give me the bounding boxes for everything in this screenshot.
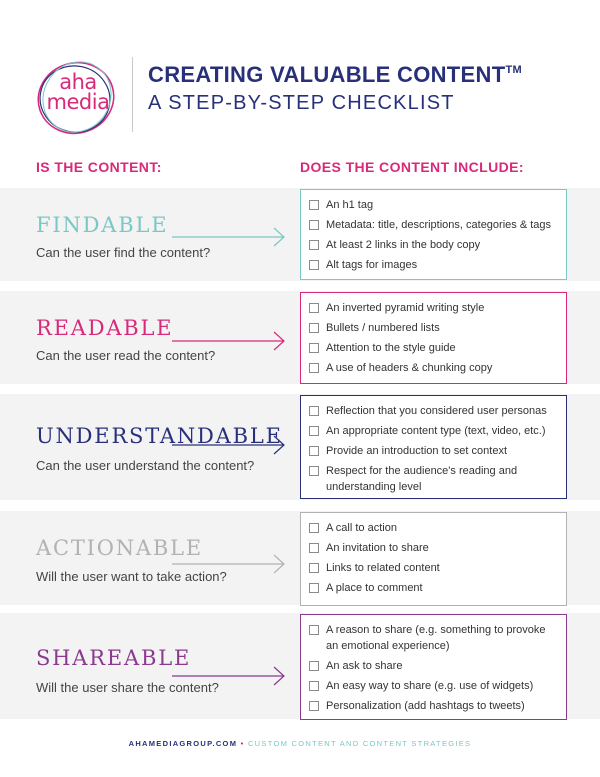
checklist-item-label: At least 2 links in the body copy [326, 239, 481, 251]
checklist-box [300, 189, 567, 280]
checklist-item-label: Respect for the audience's reading and understanding level [326, 465, 518, 493]
arrow-right-icon [172, 330, 288, 352]
section-question: Can the user understand the content? [36, 458, 255, 473]
checklist-item-label: An inverted pyramid writing style [326, 302, 485, 314]
page-subtitle: A STEP-BY-STEP CHECKLIST [148, 92, 455, 114]
checklist-item[interactable] [309, 622, 558, 654]
trademark-mark: TM [505, 64, 522, 76]
arrow-right-icon [172, 226, 288, 248]
checkbox[interactable] [309, 661, 319, 671]
checkbox[interactable] [309, 200, 319, 210]
checkbox[interactable] [309, 523, 319, 533]
checklist-item[interactable] [309, 217, 558, 233]
checklist-box [300, 614, 567, 720]
section-name: SHAREABLE [36, 646, 192, 670]
checklist-item-label: An ask to share [326, 660, 403, 672]
checkbox[interactable] [309, 583, 319, 593]
checkbox[interactable] [309, 343, 319, 353]
checkbox[interactable] [309, 220, 319, 230]
section-question: Can the user find the content? [36, 245, 211, 260]
arrow-right-icon [172, 434, 288, 456]
checkbox[interactable] [309, 543, 319, 553]
checklist-item[interactable] [309, 540, 558, 556]
checklist-item-label: Personalization (add hashtags to tweets) [326, 700, 525, 712]
section-name: FINDABLE [36, 213, 169, 237]
header-divider [132, 57, 133, 132]
logo-word-media: media [46, 90, 110, 114]
section-question: Can the user read the content? [36, 348, 216, 363]
checklist-item-label: Alt tags for images [326, 259, 418, 271]
checkbox[interactable] [309, 466, 319, 476]
checklist-item[interactable] [309, 360, 558, 376]
checklist-item-label: Reflection that you considered user personas [326, 405, 547, 417]
checklist-item[interactable] [309, 320, 558, 336]
checklist-item-label: Bullets / numbered lists [326, 322, 440, 334]
checklist-item[interactable] [309, 340, 558, 356]
page-title [148, 62, 522, 88]
section-question: Will the user share the content? [36, 680, 219, 695]
checklist-item[interactable] [309, 580, 558, 596]
arrow-right-icon [172, 553, 288, 575]
section-name: ACTIONABLE [36, 536, 203, 560]
checkbox[interactable] [309, 563, 319, 573]
page-title-text: CREATING VALUABLE CONTENT [148, 62, 506, 87]
checklist-box [300, 395, 567, 499]
checkbox[interactable] [309, 240, 319, 250]
checklist-item[interactable] [309, 678, 558, 694]
checklist-item[interactable] [309, 443, 558, 459]
footer [0, 739, 600, 748]
checklist-item-label: A reason to share (e.g. something to provoke an emotional experience) [326, 624, 546, 652]
checklist-item-label: Provide an introduction to set context [326, 445, 507, 457]
checkbox[interactable] [309, 363, 319, 373]
checkbox[interactable] [309, 260, 319, 270]
checkbox[interactable] [309, 446, 319, 456]
checklist-item[interactable] [309, 197, 558, 213]
checklist-item-label: A call to action [326, 522, 397, 534]
checkbox[interactable] [309, 426, 319, 436]
column-heading-left: IS THE CONTENT: [36, 159, 162, 175]
checklist-item[interactable] [309, 257, 558, 273]
section-name: READABLE [36, 316, 174, 340]
checkbox[interactable] [309, 625, 319, 635]
checklist-item-label: Metadata: title, descriptions, categories & tags [326, 219, 552, 231]
section-name: UNDERSTANDABLE [36, 424, 283, 448]
checklist-item[interactable] [309, 560, 558, 576]
checklist-item-label: Links to related content [326, 562, 440, 574]
checklist-item[interactable] [309, 698, 558, 714]
checklist-item-label: A use of headers & chunking copy [326, 362, 493, 374]
checklist-item[interactable] [309, 658, 558, 674]
checkbox[interactable] [309, 323, 319, 333]
checkbox[interactable] [309, 303, 319, 313]
checkbox[interactable] [309, 681, 319, 691]
checklist-item[interactable] [309, 463, 558, 495]
logo-word-aha: aha [59, 70, 97, 94]
arrow-right-icon [172, 665, 288, 687]
checklist-box [300, 292, 567, 384]
checklist-item[interactable] [309, 423, 558, 439]
checklist-item[interactable] [309, 403, 558, 419]
checklist-item[interactable] [309, 520, 558, 536]
checklist-item[interactable] [309, 237, 558, 253]
checkbox[interactable] [309, 701, 319, 711]
checklist-item-label: A place to comment [326, 582, 423, 594]
checklist-item-label: An appropriate content type (text, video, etc.) [326, 425, 546, 437]
footer-site: AHAMEDIAGROUP.COM [128, 739, 238, 748]
checklist-item-label: An invitation to share [326, 542, 429, 554]
column-heading-right: DOES THE CONTENT INCLUDE: [300, 159, 524, 175]
section-question: Will the user want to take action? [36, 569, 227, 584]
footer-tagline: CUSTOM CONTENT AND CONTENT STRATEGIES [247, 739, 472, 748]
checkbox[interactable] [309, 406, 319, 416]
checklist-item[interactable] [309, 300, 558, 316]
footer-separator: • [240, 739, 245, 748]
logo [38, 72, 118, 112]
checklist-box [300, 512, 567, 606]
checklist-item-label: An h1 tag [326, 199, 374, 211]
checklist-item-label: An easy way to share (e.g. use of widgets) [326, 680, 534, 692]
checklist-item-label: Attention to the style guide [326, 342, 456, 354]
